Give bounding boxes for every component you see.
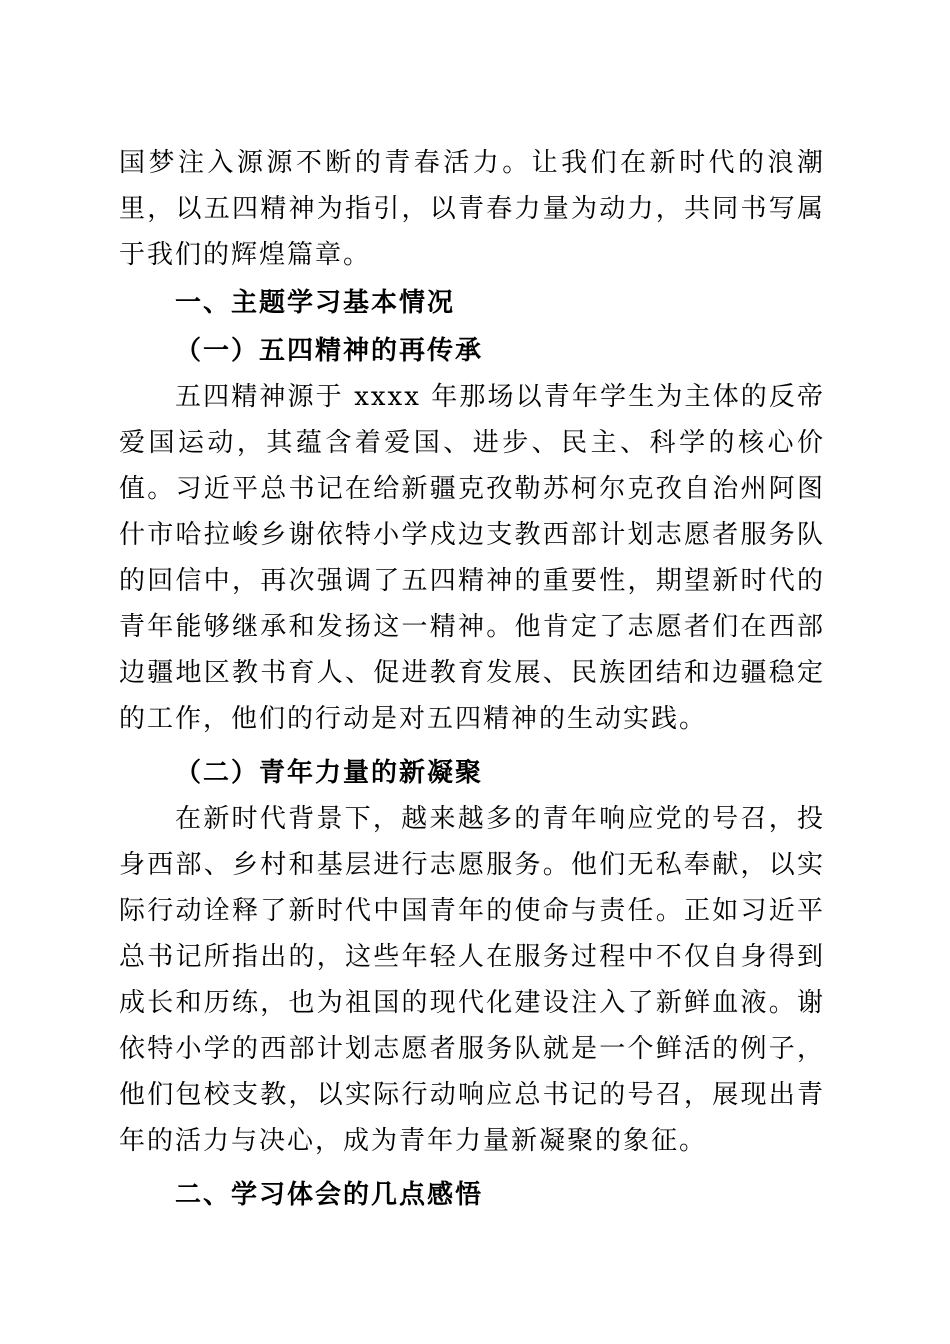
document-body [119,140,825,1220]
subsection-2-heading: （二）青年力量的新凝聚 [175,758,484,788]
subsection-1-paragraph: 五四精神源于 xxxx 年那场以青年学生为主体的反帝爱国运动，其蕴含着爱国、进步、民主、科学的核心价值。习近平总书记在给新疆克孜勒苏柯尔克孜自治州阿图什市哈拉峻乡谢依特小学戍边支教西部计划志愿者服务队的回信中，再次强调了五四精神的重要性，期望新时代的青年能够继承和发扬这一精神。他肯定了志愿者们在西部边疆地区教书育人、促进教育发展、民族团结和边疆稳定的工作，他们的行动是对五四精神的生动实践。 [119,382,825,734]
subsection-2-paragraph: 在新时代背景下，越来越多的青年响应党的号召，投身西部、乡村和基层进行志愿服务。他们无私奉献，以实际行动诠释了新时代中国青年的使命与责任。正如习近平总书记所指出的，这些年轻人在服务过程中不仅自身得到成长和历练，也为祖国的现代化建设注入了新鲜血液。谢依特小学的西部计划志愿者服务队就是一个鲜活的例子，他们包校支教，以实际行动响应总书记的号召，展现出青年的活力与决心，成为青年力量新凝聚的象征。 [119,804,825,1156]
subsection-1-heading: （一）五四精神的再传承 [175,336,484,366]
intro-paragraph: 国梦注入源源不断的青春活力。让我们在新时代的浪潮里，以五四精神为指引，以青春力量为动力，共同书写属于我们的辉煌篇章。 [119,148,825,270]
section-1-heading: 一、主题学习基本情况 [175,288,456,318]
section-2-heading: 二、学习体会的几点感悟 [175,1180,484,1210]
